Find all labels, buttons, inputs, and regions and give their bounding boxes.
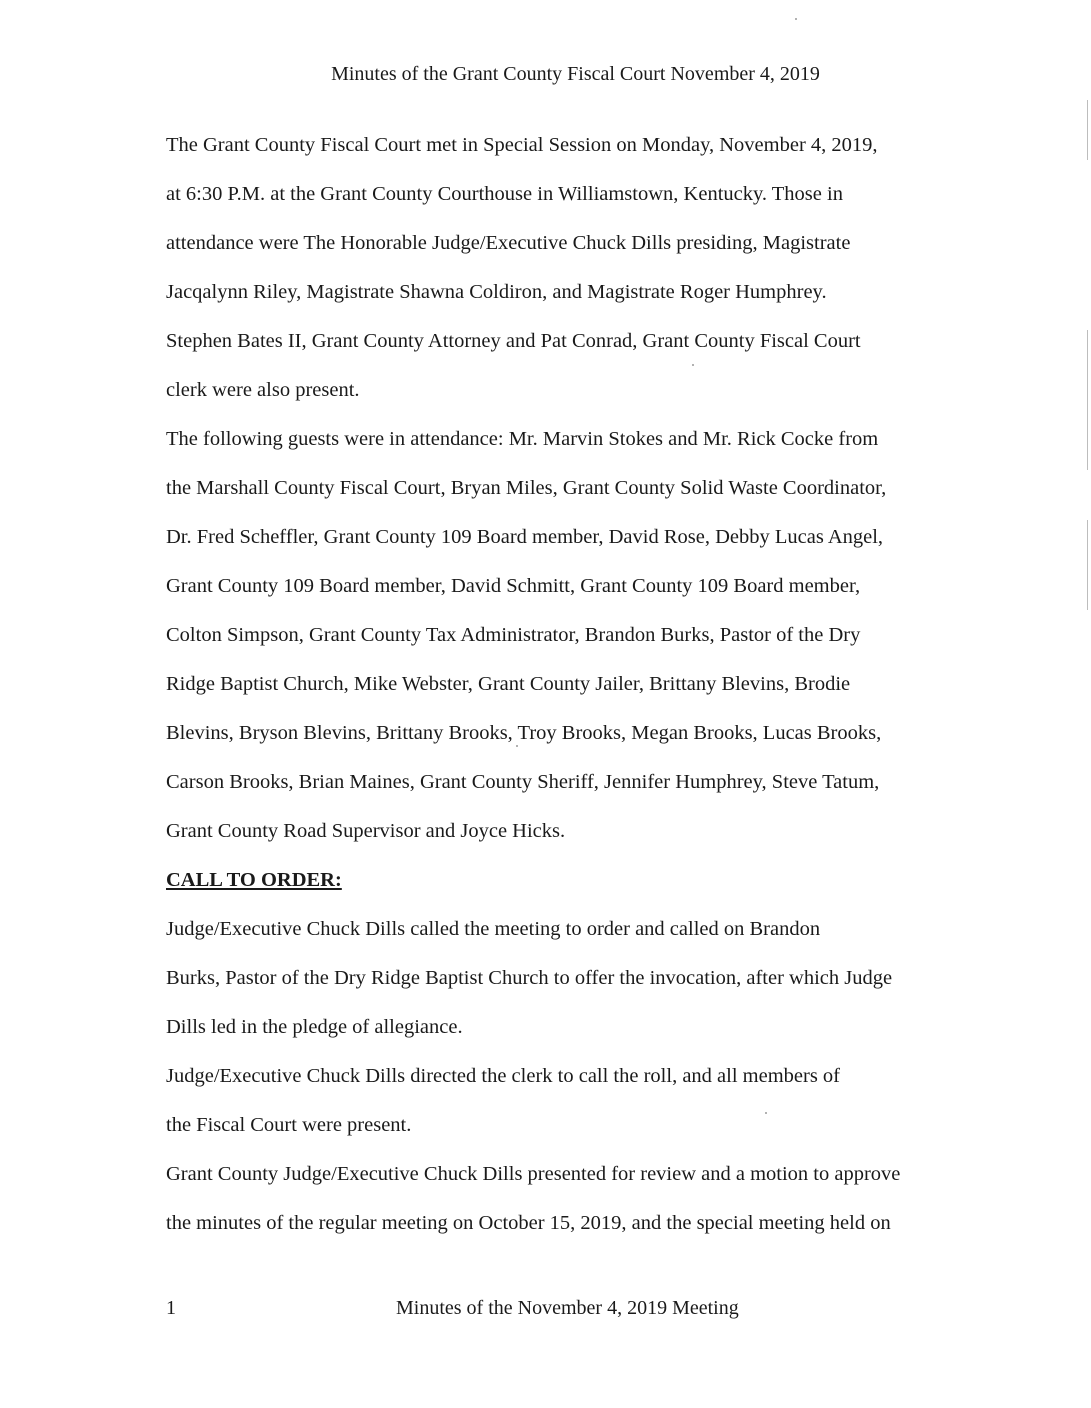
scan-artifact bbox=[516, 745, 518, 747]
body-line: Grant County Road Supervisor and Joyce Hicks. bbox=[166, 820, 566, 842]
body-line: attendance were The Honorable Judge/Executive Chuck Dills presiding, Magistrate bbox=[166, 232, 851, 254]
scan-artifact bbox=[1087, 330, 1088, 470]
body-line: the Marshall County Fiscal Court, Bryan Miles, Grant County Solid Waste Coordinator, bbox=[166, 477, 887, 499]
page-header: Minutes of the Grant County Fiscal Court November 4, 2019 bbox=[331, 63, 820, 85]
body-line: at 6:30 P.M. at the Grant County Courthouse in Williamstown, Kentucky. Those in bbox=[166, 183, 843, 205]
scan-artifact bbox=[1087, 520, 1088, 610]
body-line: Ridge Baptist Church, Mike Webster, Grant County Jailer, Brittany Blevins, Brodie bbox=[166, 673, 851, 695]
scan-artifact bbox=[692, 364, 694, 366]
document-body bbox=[166, 121, 946, 1248]
body-line: the Fiscal Court were present. bbox=[166, 1114, 412, 1136]
call-to-order-heading: CALL TO ORDER: bbox=[166, 869, 342, 891]
body-line: Carson Brooks, Brian Maines, Grant County Sheriff, Jennifer Humphrey, Steve Tatum, bbox=[166, 771, 880, 793]
body-line: Judge/Executive Chuck Dills directed the clerk to call the roll, and all members of bbox=[166, 1065, 841, 1087]
body-line: Blevins, Bryson Blevins, Brittany Brooks, Troy Brooks, Megan Brooks, Lucas Brooks, bbox=[166, 722, 882, 744]
scan-artifact bbox=[765, 1112, 767, 1114]
body-line: The following guests were in attendance: Mr. Marvin Stokes and Mr. Rick Cocke from bbox=[166, 428, 879, 450]
body-line: Burks, Pastor of the Dry Ridge Baptist Church to offer the invocation, after which Judge bbox=[166, 967, 893, 989]
footer-page-number: 1 bbox=[166, 1297, 176, 1319]
body-line: clerk were also present. bbox=[166, 379, 360, 401]
body-line: Grant County 109 Board member, David Schmitt, Grant County 109 Board member, bbox=[166, 575, 861, 597]
footer-title: Minutes of the November 4, 2019 Meeting bbox=[396, 1297, 739, 1319]
body-line: Dills led in the pledge of allegiance. bbox=[166, 1016, 463, 1038]
body-line: Colton Simpson, Grant County Tax Administrator, Brandon Burks, Pastor of the Dry bbox=[166, 624, 861, 646]
body-line: Dr. Fred Scheffler, Grant County 109 Board member, David Rose, Debby Lucas Angel, bbox=[166, 526, 884, 548]
body-line: Jacqalynn Riley, Magistrate Shawna Coldiron, and Magistrate Roger Humphrey. bbox=[166, 281, 827, 303]
body-line: the minutes of the regular meeting on October 15, 2019, and the special meeting held on bbox=[166, 1212, 891, 1234]
body-line: Grant County Judge/Executive Chuck Dills presented for review and a motion to approve bbox=[166, 1163, 901, 1185]
body-line: Judge/Executive Chuck Dills called the meeting to order and called on Brandon bbox=[166, 918, 821, 940]
body-line: Stephen Bates II, Grant County Attorney and Pat Conrad, Grant County Fiscal Court bbox=[166, 330, 861, 352]
body-line: The Grant County Fiscal Court met in Special Session on Monday, November 4, 2019, bbox=[166, 134, 878, 156]
scan-artifact bbox=[795, 18, 797, 20]
scan-artifact bbox=[1087, 100, 1088, 160]
